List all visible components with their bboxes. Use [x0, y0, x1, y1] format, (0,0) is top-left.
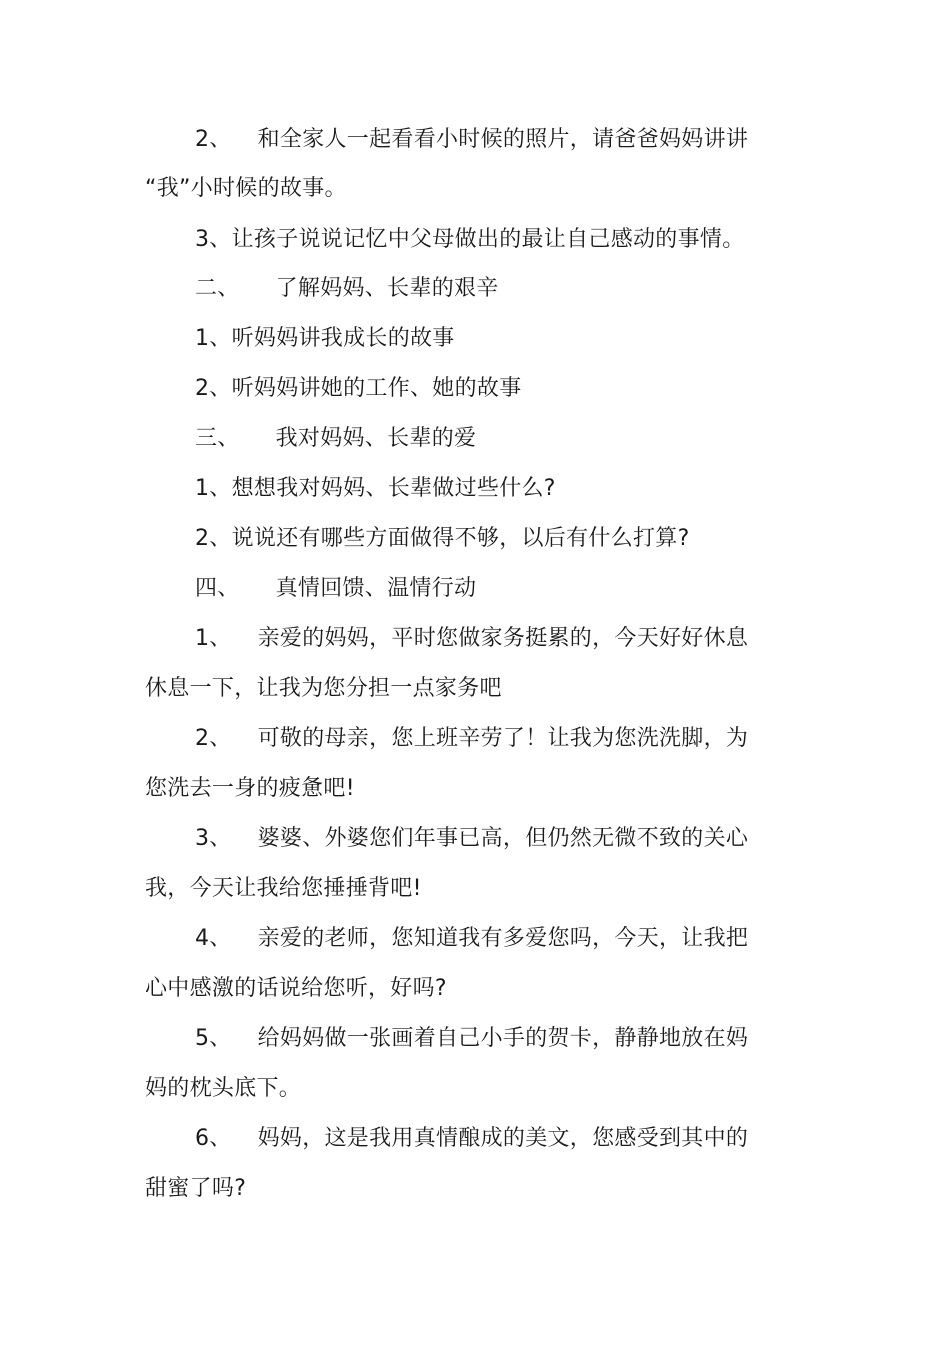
item-number: 2、 — [195, 726, 232, 751]
section-heading-2 — [195, 274, 815, 304]
section-number: 四、 — [195, 576, 240, 601]
item-text: 婆婆、外婆您们年事已高，但仍然无微不致的关心 — [257, 826, 749, 851]
item-number: 6、 — [195, 1126, 232, 1151]
item-number: 2、 — [195, 127, 232, 152]
item-text: 和全家人一起看看小时候的照片，请爸爸妈妈讲讲 — [257, 127, 749, 152]
section-heading-3 — [195, 424, 815, 454]
list-item-2: 2、听妈妈讲她的工作、她的故事 — [195, 376, 522, 401]
section-number: 二、 — [195, 276, 240, 301]
list-item-1 — [195, 624, 815, 654]
paragraph-continuation: 妈的枕头底下。 — [145, 1076, 302, 1101]
list-item-1: 1、听妈妈讲我成长的故事 — [195, 326, 455, 351]
item-text: 给妈妈做一张画着自己小手的贺卡，静静地放在妈 — [257, 1026, 749, 1051]
section-title: 了解妈妈、长辈的艰辛 — [275, 276, 499, 301]
item-number: 5、 — [195, 1026, 232, 1051]
list-item-5 — [195, 1024, 815, 1054]
paragraph-continuation: 您洗去一身的疲惫吧! — [145, 776, 355, 801]
section-title: 真情回馈、温情行动 — [275, 576, 477, 601]
item-text: 妈妈，这是我用真情酿成的美文，您感受到其中的 — [257, 1126, 749, 1151]
list-item-2: 2、说说还有哪些方面做得不够，以后有什么打算? — [195, 526, 690, 551]
item-number: 4、 — [195, 926, 232, 951]
item-number: 1、 — [195, 626, 232, 651]
paragraph-continuation: 我，今天让我给您捶捶背吧! — [145, 876, 422, 901]
paragraph-continuation: “我”小时候的故事。 — [145, 176, 347, 201]
item-number: 3、 — [195, 826, 232, 851]
list-item-2 — [195, 724, 815, 754]
item-text: 可敬的母亲，您上班辛劳了！让我为您洗洗脚，为 — [257, 726, 749, 751]
section-title: 我对妈妈、长辈的爱 — [275, 426, 477, 451]
paragraph-continuation: 甜蜜了吗? — [145, 1176, 247, 1201]
list-item-2 — [195, 125, 815, 155]
list-item-4 — [195, 924, 815, 954]
paragraph-continuation: 心中感激的话说给您听，好吗? — [145, 976, 447, 1001]
section-number: 三、 — [195, 426, 240, 451]
list-item-1: 1、想想我对妈妈、长辈做过些什么? — [195, 476, 556, 501]
paragraph-continuation: 休息一下，让我为您分担一点家务吧 — [145, 676, 502, 701]
section-heading-4 — [195, 574, 815, 604]
item-text: 亲爱的老师，您知道我有多爱您吗，今天，让我把 — [257, 926, 749, 951]
item-text: 亲爱的妈妈，平时您做家务挺累的，今天好好休息 — [257, 626, 749, 651]
list-item-6 — [195, 1124, 815, 1154]
list-item-3 — [195, 824, 815, 854]
list-item-3: 3、让孩子说说记忆中父母做出的最让自己感动的事情。 — [195, 227, 745, 252]
